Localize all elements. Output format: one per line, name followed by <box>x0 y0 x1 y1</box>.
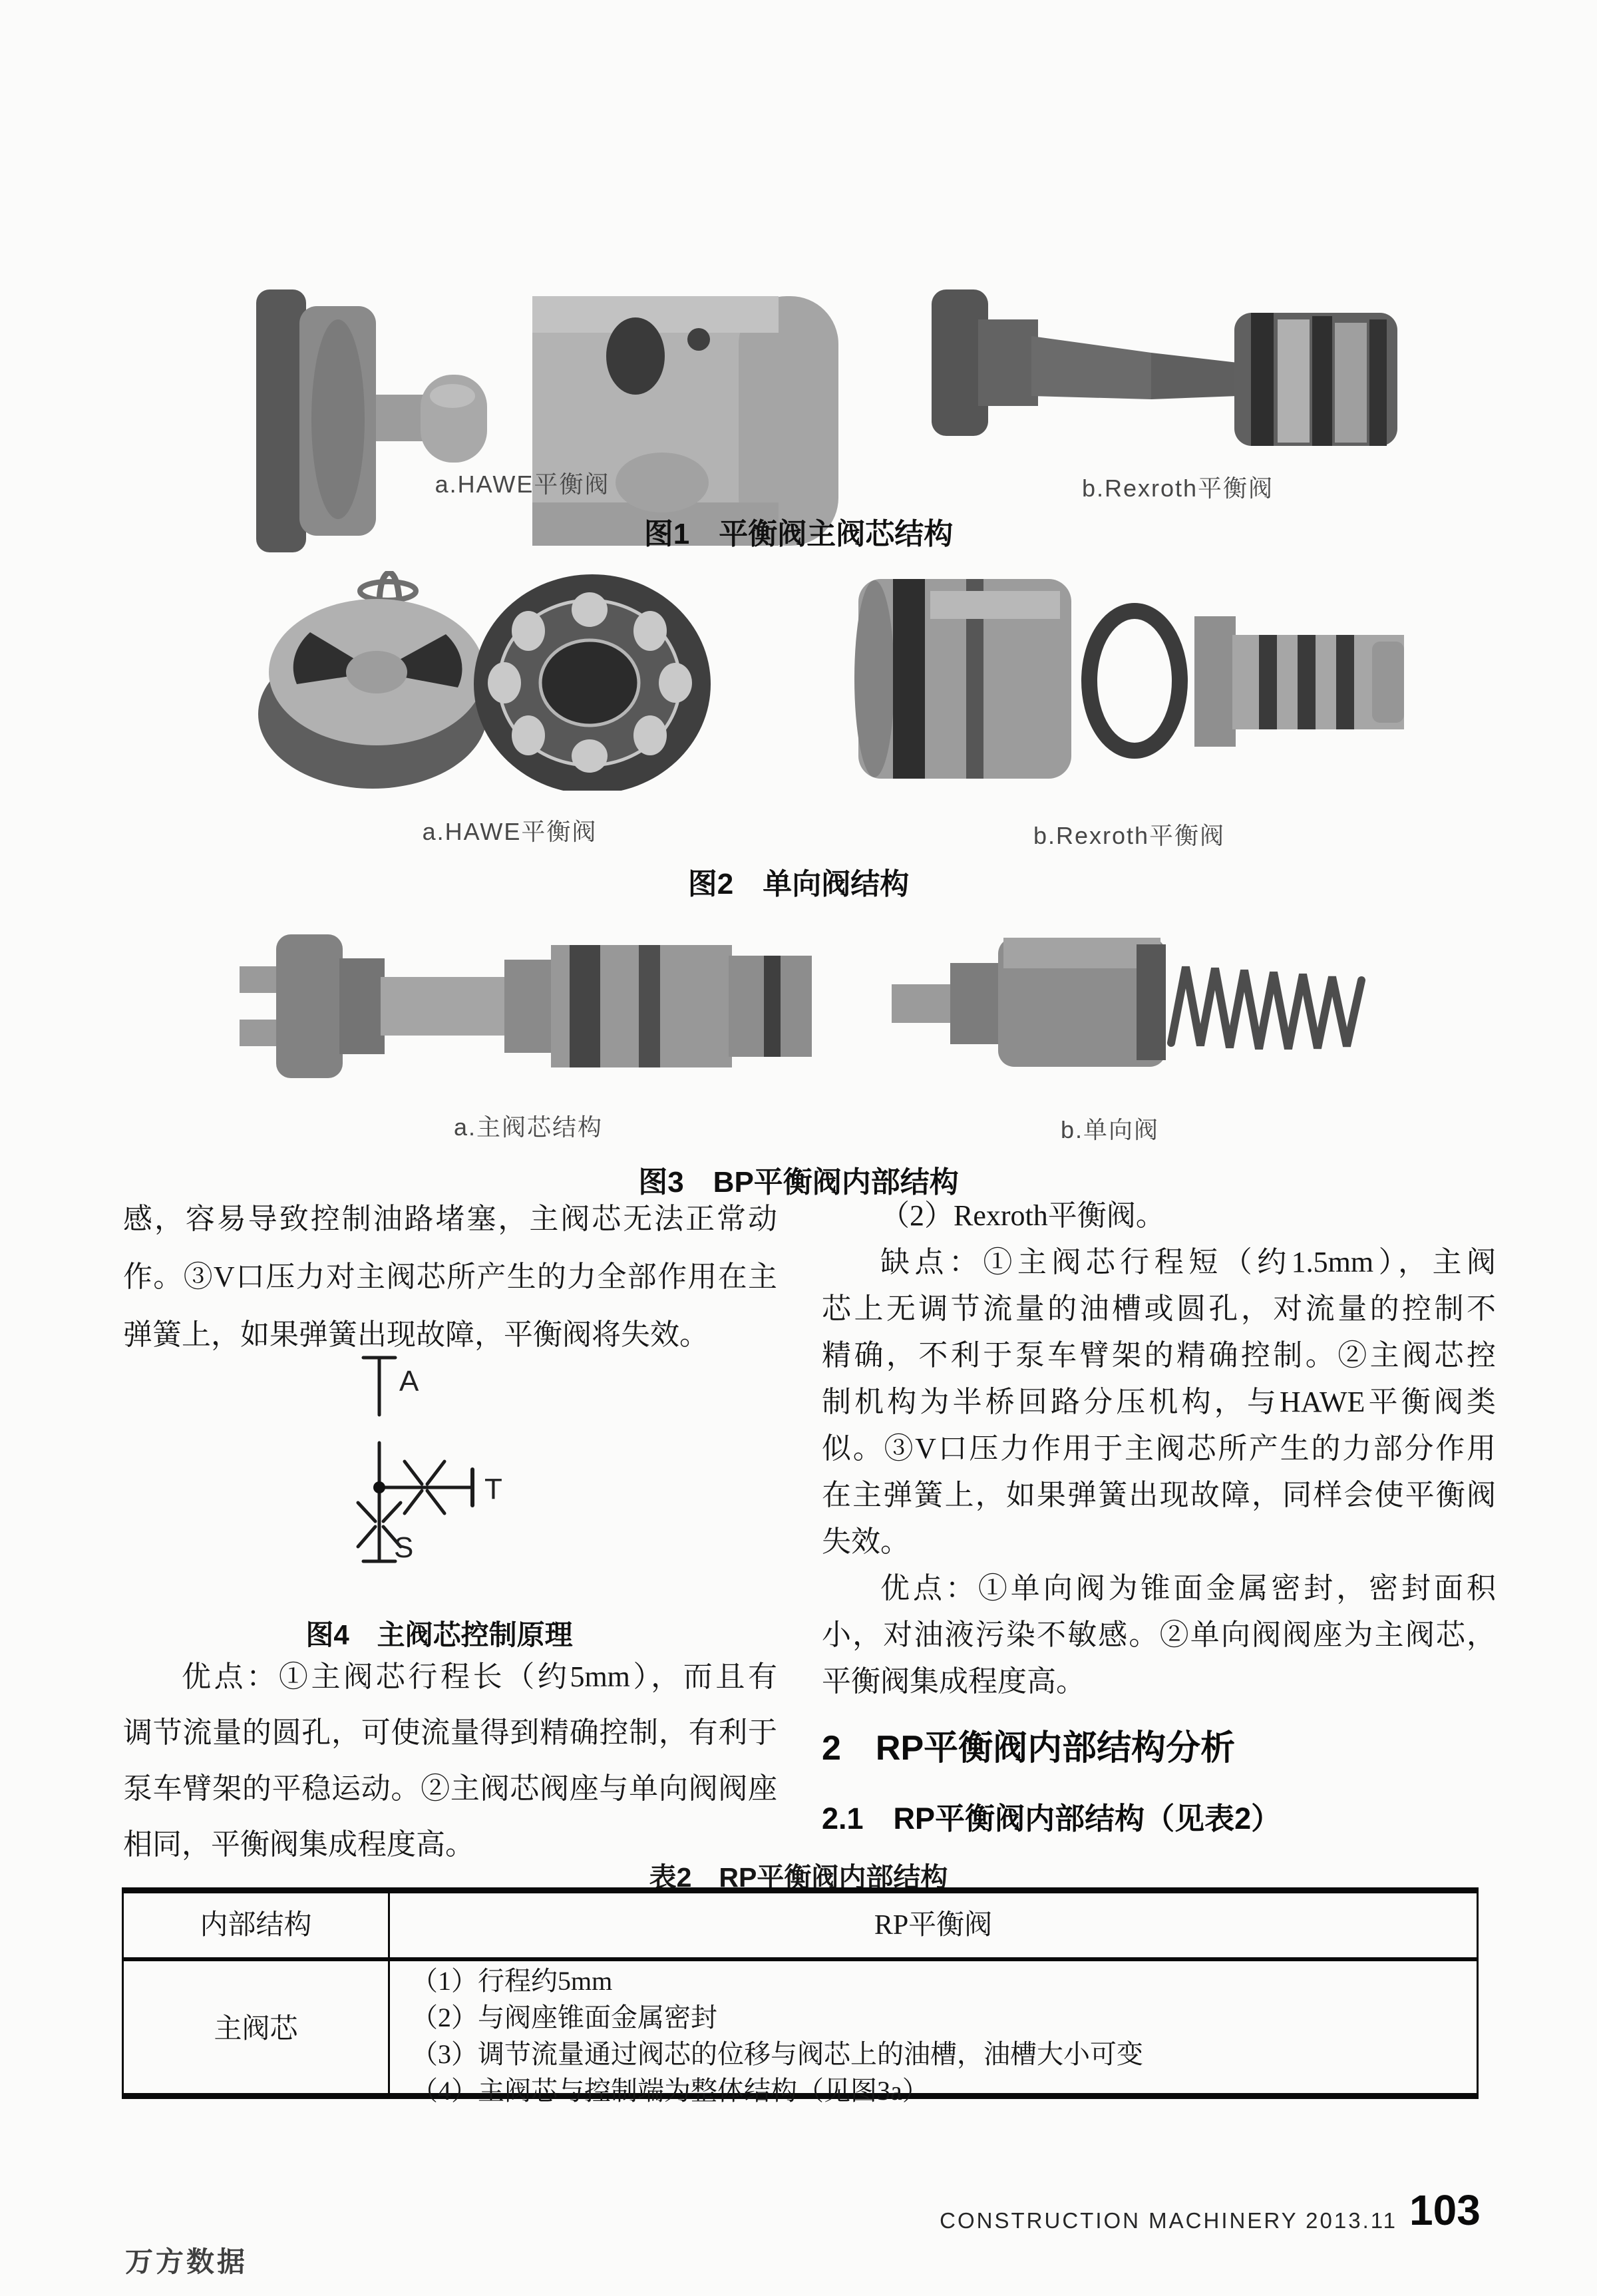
table-header-structure: 内部结构 <box>200 1910 312 1941</box>
body-line: 失效。 <box>822 1525 910 1558</box>
photo-fig3a-bp-main-spool <box>240 920 812 1094</box>
right-column <box>822 1193 1496 1705</box>
fig2-caption-a: a.HAWE平衡阀 <box>422 818 598 845</box>
body-line: 作。③V口压力对主阀芯所产生的力全部作用在主 <box>123 1260 777 1293</box>
table-header-rp-valve: RP平衡阀 <box>874 1910 993 1941</box>
body-line: 制机构为半桥回路分压机构，与HAWE平衡阀类 <box>822 1386 1496 1418</box>
body-line: 优点：①单向阀为锥面金属密封，密封面积 <box>880 1572 1496 1605</box>
body-line: 小，对油液污染不敏感。②单向阀阀座为主阀芯， <box>822 1619 1496 1651</box>
fig1-caption-a: a.HAWE平衡阀 <box>435 471 610 498</box>
left-column-p2 <box>123 1649 777 1873</box>
table2 <box>122 1887 1479 2106</box>
fig1-title: 图1 平衡阀主阀芯结构 <box>643 518 954 550</box>
port-label-a: A <box>399 1365 419 1398</box>
fig2-caption-b: b.Rexroth平衡阀 <box>1033 822 1226 849</box>
fig3-caption-a: a.主阀芯结构 <box>453 1113 604 1141</box>
left-column <box>123 1190 777 1364</box>
body-line: 弹簧上，如果弹簧出现故障，平衡阀将失效。 <box>123 1318 709 1351</box>
fig2-title: 图2 单向阀结构 <box>687 868 910 900</box>
body-line: 优点：①主阀芯行程长（约5mm），而且有 <box>182 1660 777 1693</box>
body-line: 芯上无调节流量的油槽或圆孔，对流量的控制不 <box>822 1292 1496 1325</box>
body-line: 相同，平衡阀集成程度高。 <box>123 1828 474 1861</box>
table-cell-item: （2）与阀座锥面金属密封 <box>411 2003 717 2032</box>
section-heading-2: 2 RP平衡阀内部结构分析 <box>822 1729 1236 1768</box>
fig3-caption-b: b.单向阀 <box>1060 1116 1160 1143</box>
body-line: （2）Rexroth平衡阀。 <box>880 1199 1165 1232</box>
body-line: 感，容易导致控制油路堵塞，主阀芯无法正常动 <box>123 1203 777 1235</box>
fig3-title: 图3 BP平衡阀内部结构 <box>638 1166 959 1199</box>
page-number: 103 <box>1409 2186 1481 2234</box>
journal-footer: CONSTRUCTION MACHINERY 2013.11 <box>940 2208 1397 2233</box>
table-cell-item: （4）主阀芯与控制端为整体结构（见图3a） <box>411 2076 929 2106</box>
port-label-s: S <box>394 1531 414 1564</box>
body-line: 在主弹簧上，如果弹簧出现故障，同样会使平衡阀 <box>822 1479 1496 1511</box>
section-heading-2-1: 2.1 RP平衡阀内部结构（见表2） <box>822 1802 1282 1835</box>
fig1-caption-b: b.Rexroth平衡阀 <box>1081 475 1274 502</box>
fig4-title: 图4 主阀芯控制原理 <box>305 1619 573 1650</box>
body-line: 泵车臂架的平稳运动。②主阀芯阀座与单向阀阀座 <box>123 1772 777 1805</box>
body-line: 精确，不利于泵车臂架的精确控制。②主阀芯控 <box>822 1339 1496 1372</box>
table-cell-item: （3）调节流量通过阀芯的位移与阀芯上的油槽，油槽大小可变 <box>411 2039 1143 2069</box>
photo-fig2b-rexroth-check-valve <box>852 571 1404 787</box>
fig4-hydraulic-schematic <box>306 1350 546 1583</box>
body-line: 似。③V口压力作用于主阀芯所产生的力部分作用 <box>822 1432 1496 1465</box>
port-label-t: T <box>484 1473 502 1505</box>
body-line: 平衡阀集成程度高。 <box>822 1665 1085 1698</box>
photo-fig2a-hawe-check-valve <box>246 571 725 791</box>
table-row-label: 主阀芯 <box>214 2014 298 2044</box>
photo-fig3b-bp-check-valve <box>892 915 1371 1095</box>
photo-fig1b-rexroth-main-spool <box>932 289 1397 459</box>
body-line: 调节流量的圆孔，可使流量得到精确控制，有利于 <box>123 1716 777 1749</box>
table-cell-item: （1）行程约5mm <box>411 1966 613 1996</box>
table2-caption: 表2 RP平衡阀内部结构 <box>649 1862 948 1893</box>
body-line: 缺点：①主阀芯行程短（约1.5mm），主阀 <box>880 1246 1496 1278</box>
wanfang-watermark: 万方数据 <box>125 2247 248 2278</box>
